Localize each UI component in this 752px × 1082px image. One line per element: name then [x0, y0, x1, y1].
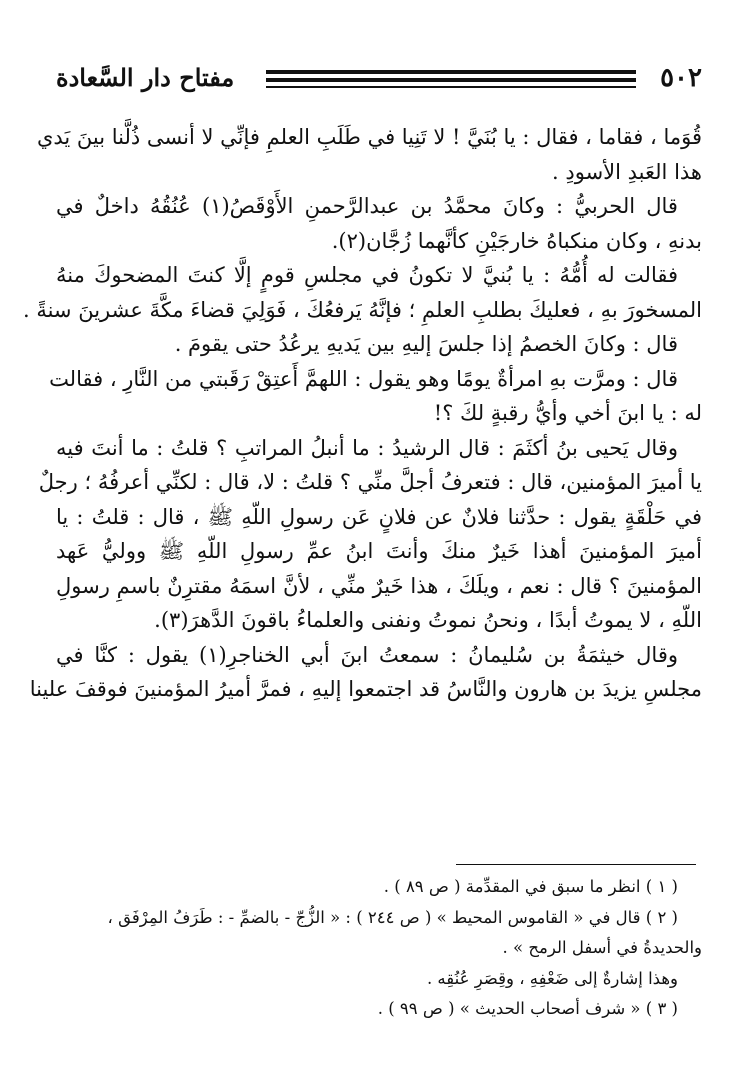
- footnote: ( ٣ ) « شرف أصحاب الحديث » ( ص ٩٩ ) .: [377, 999, 678, 1018]
- text-line: قال الحربيُّ : وكانَ محمَّدُ بن عبدالرَّحمنِ الأَوْقَصُ(١) عُنُقُهُ داخلٌ في: [56, 194, 678, 218]
- header-rule: [266, 70, 636, 74]
- footnote: والحديدةُ في أسفل الرمح » .: [502, 938, 702, 957]
- footnote: ( ١ ) انظر ما سبق في المقدِّمة ( ص ٨٩ ) .: [383, 877, 678, 896]
- footnotes: [56, 872, 702, 1025]
- text-line: فقالت له أُمُّهُ : يا بُنيَّ لا تكونُ في مجلسِ قومٍ إلَّا كنتَ المضحوكَ منهُ: [56, 263, 678, 287]
- page-number: ٥٠٢: [660, 63, 702, 93]
- text-line: له : يا ابنَ أخي وأيُّ رقبةٍ لكَ ؟!: [433, 401, 702, 425]
- text-line: يا أميرَ المؤمنين، قال : فتعرفُ أجلَّ منِّي ؟ قلتُ : لا، قال : لكنِّي أعرفُهُ ؛ رجلٌ: [38, 470, 702, 494]
- book-title: مفتاح دار السَّعادة: [56, 63, 235, 92]
- text-line: هذا العَبدِ الأسودِ .: [552, 159, 702, 184]
- text-line: في حَلْقَةٍ يقول : حدَّثنا فلانٌ عن فلانٍ عَن رسولِ اللّهِ ﷺ ، قال : قلتُ : يا: [56, 504, 702, 529]
- footnote: وهذا إشارةٌ إلى ضَعْفِهِ ، وقِصَرِ عُنُقِه .: [426, 968, 678, 988]
- main-text: [22, 120, 702, 707]
- running-header: [56, 62, 702, 98]
- text-line: وقال يَحيى بنُ أكثَمَ : قال الرشيدُ : ما أنبلُ المراتبِ ؟ قلتُ : ما أنتَ فيه: [56, 435, 678, 460]
- text-line: المؤمنينَ ؟ قال : نعم ، ويلَكَ ، هذا خَيرٌ منِّي ، لأنَّ اسمَهُ مقترِنٌ باسمِ رسولِ: [56, 573, 702, 598]
- text-line: المسخورَ بهِ ، فعليكَ بطلبِ العلمِ ؛ فإنَّهُ يَرفعُكَ ، فَوَلِيَ قضاءَ مكَّةَ عشرينَ سنةً .: [22, 297, 702, 322]
- text-line: قال : ومرَّت بهِ امرأةٌ يومًا وهو يقول : اللهمَّ أَعتِقْ رَقَبتي من النَّارِ ، فقالت: [49, 366, 678, 391]
- text-line: بدنهِ ، وكان منكباهُ خارجَيْنِ كأنَّهما زُجَّان(٢).: [331, 228, 702, 253]
- text-line: وقال خيثمَةُ بن سُليمانُ : سمعتُ ابنَ أبي الخناجرِ(١) يقول : كنَّا في: [56, 642, 678, 667]
- text-line: قال : وكانَ الخصمُ إذا جلسَ إليهِ بين يَديهِ يرعُدُ حتى يقومَ .: [174, 332, 678, 356]
- text-line: قُوَما ، فقاما ، فقال : يا بُنَيَّ ! لا تَنِيا في طَلَبِ العلمِ فإنِّي لا أنسى ذُلَّنا بينَ يَدي: [36, 125, 702, 149]
- header-rule: [266, 78, 636, 82]
- text-line: مجلسِ يزيدَ بن هارون والنَّاسُ قد اجتمعوا إليهِ ، فمرَّ أميرُ المؤمنينَ فوقفَ علينا: [29, 677, 702, 701]
- footnote-separator: [456, 864, 696, 865]
- header-rule: [266, 86, 636, 88]
- text-line: أميرَ المؤمنينَ أهذا خَيرٌ منكَ وأنتَ ابنُ عمِّ رسولِ اللّهِ ﷺ ووليُّ عَهد: [56, 539, 702, 563]
- text-line: اللّهِ ، لا يموتُ أبدًا ، ونحنُ نموتُ ونفنى والعلماءُ باقونَ الدَّهرَ(٣).: [154, 608, 702, 632]
- footnote: ( ٢ ) قال في « القاموس المحيط » ( ص ٢٤٤ ) : « الزُّجّ - بالضمِّ - : طَرَفُ المِرْفَق ،: [107, 907, 678, 927]
